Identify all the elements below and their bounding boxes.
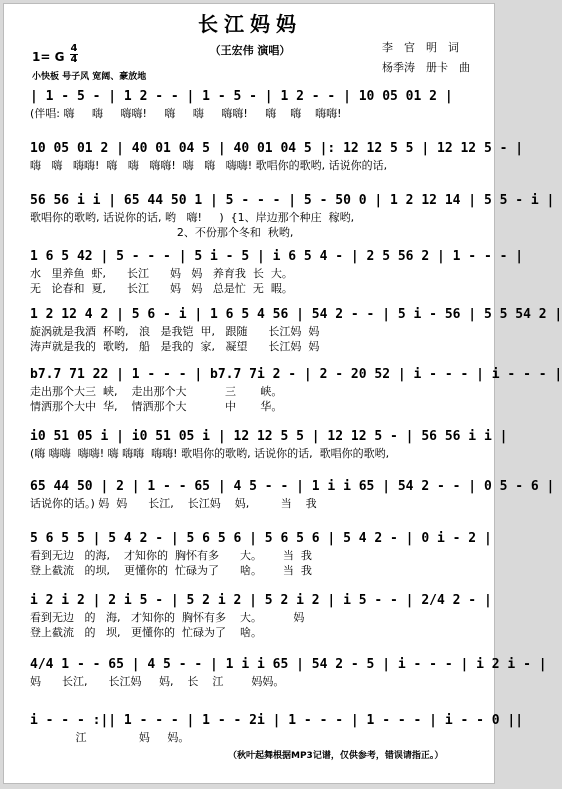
notation-line: 4/4 1 - - 65 | 4 5 - - | 1 i i 65 | 54 2 - 5 | i - - - | i 2 i - | (30, 657, 547, 672)
lyric-line-2: 2、不份那个冬和 秋哟, (30, 226, 294, 239)
author-credits (382, 38, 470, 78)
singer-credit: （王宏伟 演唱） (209, 44, 291, 57)
song-title: 长江妈妈 (198, 12, 302, 36)
notation-line: i0 51 05 i | i0 51 05 i | 12 12 5 5 | 12 12 5 - | 56 56 i i | (30, 429, 508, 444)
notation-line: i - - - :|| 1 - - - | 1 - - 2i | 1 - - - | 1 - - - | i - - 0 || (30, 713, 524, 728)
score-line (30, 192, 555, 240)
lyric-line: 看到无边 的 海, 才知你的 胸怀有多 大。 妈 (30, 611, 305, 624)
lyric-line: 嗨 嗨 嗨嗨! 嗨 嗨 嗨嗨! 嗨 嗨 嗨嗨! 歌唱你的歌哟, 话说你的话, (30, 159, 388, 172)
notation-line: b7.7 71 22 | 1 - - - | b7.7 7i 2 - | 2 - 20 52 | i - - - | i - - - | (30, 367, 562, 382)
lyric-line: (伴唱: 嗨 嗨 嗨嗨! 嗨 嗨 嗨嗨! 嗨 嗨 嗨嗨! (30, 107, 342, 120)
score-line (30, 140, 524, 188)
notation-line: 1 6 5 42 | 5 - - - | 5 i - 5 | i 6 5 4 - | 2 5 56 2 | 1 - - - | (30, 249, 524, 264)
tempo-marking: 小快板 号子风 宽阔、豪放地 (32, 72, 147, 82)
lyric-line-2 (30, 121, 478, 136)
lyric-line: 旋涡就是我酒 杯哟, 浪 是我铠 甲, 跟随 长江妈 妈 (30, 325, 320, 338)
score-line (30, 248, 524, 296)
notation-line: 5 6 5 5 | 5 4 2 - | 5 6 5 6 | 5 6 5 6 | 5 4 2 - | 0 i - 2 | (30, 531, 492, 546)
score-line (30, 656, 547, 704)
score-line (30, 88, 478, 136)
score-line (30, 478, 555, 526)
lyric-line-2 (30, 689, 478, 704)
lyric-line: 江 妈 妈。 (30, 731, 190, 744)
score-line (30, 306, 562, 354)
score-line (30, 530, 492, 578)
score-line (30, 428, 508, 476)
lyricist-credit: 李 官 明 词 (382, 41, 459, 54)
lyric-line-2: 涛声就是我的 歌哟, 船 是我的 家, 凝望 长江妈 妈 (30, 340, 320, 353)
lyric-line-2 (30, 461, 478, 476)
lyric-line-2: 无 论春和 夏, 长江 妈 妈 总是忙 无 暇。 (30, 282, 293, 295)
notation-line: 56 56 i i | 65 44 50 1 | 5 - - - | 5 - 50 0 | 1 2 12 14 | 5 5 - i | (30, 193, 555, 208)
notation-line: | 1 - 5 - | 1 2 - - | 1 - 5 - | 1 2 - - | 10 05 01 2 | (30, 89, 453, 104)
lyric-line: (嗨 嗨嗨 嗨嗨! 嗨 嗨嗨 嗨嗨! 歌唱你的歌哟, 话说你的话, 歌唱你的歌哟, (30, 447, 390, 460)
score-line (30, 366, 562, 414)
notation-line: i 2 i 2 | 2 i 5 - | 5 2 i 2 | 5 2 i 2 | i 5 - - | 2/4 2 - | (30, 593, 492, 608)
lyric-line: 水 里养鱼 虾, 长江 妈 妈 养育我 长 大。 (30, 267, 293, 280)
lyric-line-2 (30, 511, 478, 526)
lyric-line-2: 登上截流 的 坝, 更懂你的 忙碌为了 啥。 (30, 626, 262, 639)
notation-line: 65 44 50 | 2 | 1 - - 65 | 4 5 - - | 1 i i 65 | 54 2 - - | 0 5 - 6 | (30, 479, 555, 494)
meter-bottom: 4 (70, 54, 78, 65)
lyric-line: 歌唱你的歌哟, 话说你的话, 哟 嗨! ) {1、岸边那个种庄 稼哟, (30, 211, 355, 224)
lyric-line-2: 情洒那个大中 华, 情洒那个大 中 华。 (30, 400, 283, 413)
notation-line: 1 2 12 4 2 | 5 6 - i | 1 6 5 4 56 | 54 2 - - | 5 i - 56 | 5 5 54 2 | (30, 307, 562, 322)
notation-line: 10 05 01 2 | 40 01 04 5 | 40 01 04 5 |: 12 12 5 5 | 12 12 5 - | (30, 141, 524, 156)
composer-credit: 杨季涛 册卡 曲 (382, 61, 470, 74)
lyric-line: 看到无边 的海, 才知你的 胸怀有多 大。 当 我 (30, 549, 312, 562)
transcription-note: （秋叶起舞根据MP3记谱，仅供参考，错误请指正。） (228, 751, 444, 761)
lyric-line: 走出那个大三 峡, 走出那个大 三 峡。 (30, 385, 283, 398)
score-line (30, 592, 492, 640)
meter-top: 4 (70, 43, 78, 54)
key-signature: 1= G (32, 50, 65, 64)
lyric-line-2 (30, 173, 478, 188)
lyric-line-2: 登上截流 的坝, 更懂你的 忙碌为了 啥。 当 我 (30, 564, 312, 577)
time-signature (70, 44, 78, 65)
lyric-line: 妈 长江, 长江妈 妈, 长 江 妈妈。 (30, 675, 285, 688)
lyric-line: 话说你的话。) 妈 妈 长江, 长江妈 妈, 当 我 (30, 497, 317, 510)
